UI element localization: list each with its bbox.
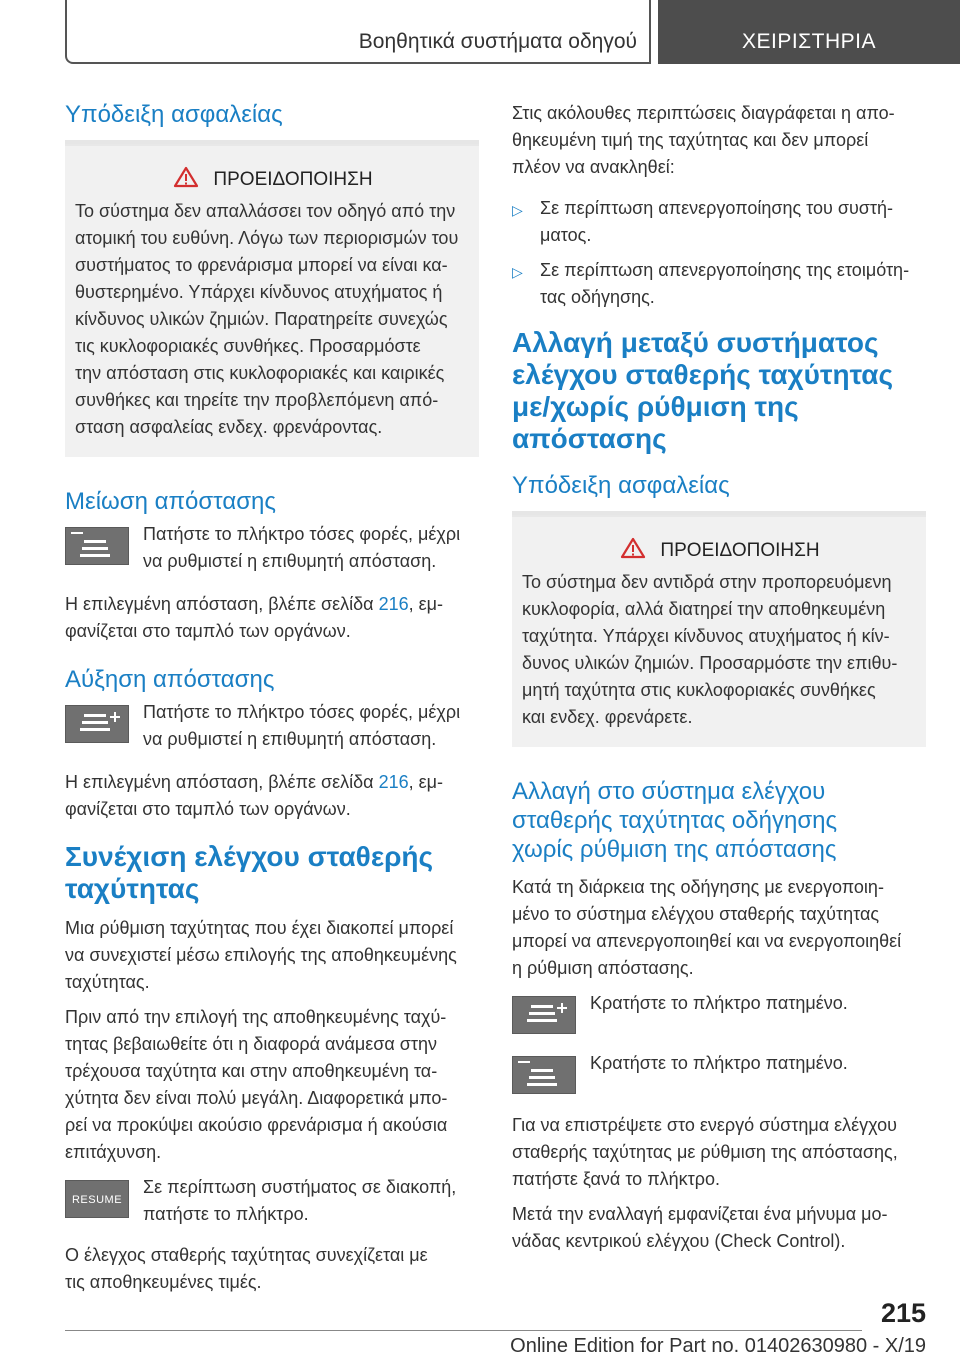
warning-line: ατομική του ευθύνη. Λόγω των περιορισμών του [75, 228, 459, 248]
text-line: Σε περίπτωση απενεργοποίησης της ετοιμότη- [540, 260, 910, 280]
right-column [512, 100, 926, 1263]
text-line: να συνεχιστεί μέσω επιλογής της αποθηκευμένης [65, 945, 457, 965]
text-line: μπορεί να απενεργοποιηθεί και να ενεργοποιηθεί [512, 931, 902, 951]
text-line: τρέχουσα ταχύτητα και στην αποθηκευμένη τα- [65, 1061, 438, 1081]
continue-paragraph-1 [65, 915, 479, 996]
text-line: να ρυθμιστεί η επιθυμητή απόσταση. [143, 729, 437, 749]
text-line: Σε περίπτωση απενεργοποίησης του συστή- [540, 198, 894, 218]
text-line: Μια ρύθμιση ταχύτητας που έχει διακοπεί μπορεί [65, 918, 454, 938]
section-tab [658, 0, 960, 64]
heading-line: Συνέχιση ελέγχου σταθερής [65, 841, 434, 872]
heading-line: ταχύτητας [65, 873, 200, 904]
warning-label: ΠΡΟΕΙΔΟΠΟΙΗΣΗ [660, 540, 820, 561]
edition-note: Online Edition for Part no. 01402630980 - X/19 [510, 1335, 926, 1357]
decrease-button-row [65, 524, 479, 575]
text-line: Κατά τη διάρκεια της οδήγησης με ενεργοποιη- [512, 877, 884, 897]
hold-button-row-2 [512, 1053, 926, 1094]
warning-text [522, 569, 918, 731]
warning-line: Το σύστημα δεν απαλλάσσει τον οδηγό από την [75, 201, 456, 221]
distance-decrease-button-icon [512, 1056, 576, 1094]
warning-line: κυκλοφορία, αλλά διατηρεί την αποθηκευμένη [522, 599, 886, 619]
chapter-tab [65, 0, 651, 64]
heading-line: Αλλαγή στο σύστημα ελέγχου [512, 778, 826, 805]
text-line: να ρυθμιστεί η επιθυμητή απόσταση. [143, 551, 437, 571]
list-item [512, 195, 926, 249]
continue-heading [65, 841, 479, 905]
warning-line: μητή ταχύτητα στις κυκλοφοριακές συνθήκες [522, 680, 876, 700]
safety-heading: Υπόδειξη ασφαλείας [512, 472, 730, 499]
triangle-bullet-icon: ▷ [512, 202, 523, 218]
text-line: πατήστε ξανά το πλήκτρο. [512, 1169, 720, 1189]
warning-label: ΠΡΟΕΙΔΟΠΟΙΗΣΗ [213, 169, 373, 190]
text-line: ταχύτητας. [65, 972, 150, 992]
page-link[interactable]: 216 [378, 772, 409, 792]
text-line: επιτάχυνση. [65, 1142, 162, 1162]
page-number: 215 [880, 1298, 926, 1328]
warning-line: και ενδεχ. φρενάρετε. [522, 707, 693, 727]
text-line: Πατήστε το πλήκτρο τόσες φορές, μέχρι [143, 702, 461, 722]
hold-button-row-1 [512, 993, 926, 1034]
decrease-distance-heading: Μείωση απόστασης [65, 488, 276, 515]
text-line: Ο έλεγχος σταθερής ταχύτητας συνεχίζεται με [65, 1245, 428, 1265]
intro-paragraph [512, 100, 926, 181]
warning-header [75, 166, 471, 194]
warning-line: δυνος υλικών ζημιών. Προσαρμόστε την επιθυ- [522, 653, 898, 673]
hold-instruction: Κρατήστε το πλήκτρο πατημένο. [590, 993, 848, 1013]
increase-distance-heading: Αύξηση απόστασης [65, 666, 275, 693]
page-link[interactable]: 216 [378, 594, 409, 614]
text-line: τητας βεβαιωθείτε ότι η διαφορά ανάμεσα στην [65, 1034, 438, 1054]
left-column [65, 100, 479, 1304]
text-line: η ρύθμιση απόστασης. [512, 958, 694, 978]
text-line: σταθερής ταχύτητας με ρύθμιση της απόστασης, [512, 1142, 898, 1162]
text-line: Σε περίπτωση συστήματος σε διακοπή, [143, 1177, 457, 1197]
warning-box [65, 144, 479, 457]
distance-increase-button-icon [65, 705, 129, 743]
heading-line: απόστασης [512, 423, 667, 454]
text-line: θηκευμένη τιμή της ταχύτητας και δεν μπορεί [512, 130, 869, 150]
warning-header [522, 537, 918, 565]
warning-line: ταχύτητα. Υπάρχει κίνδυνος ατυχήματος ή κίν- [522, 626, 890, 646]
continue-paragraph-2 [65, 1004, 479, 1166]
change-paragraph-3 [512, 1201, 926, 1255]
warning-line: τις κυκλοφοριακές συνθήκες. Προσαρμόστε [75, 336, 421, 356]
heading-line: ελέγχου σταθερής ταχύτητας [512, 359, 894, 390]
heading-line: χωρίς ρύθμιση της απόστασης [512, 836, 837, 863]
text-part: φανίζεται στο ταμπλό των οργάνων. [65, 621, 351, 641]
text-line: ματος. [540, 225, 592, 245]
section-title: ΧΕΙΡΙΣΤΗΡΙΑ [741, 30, 876, 53]
decrease-instructions [129, 521, 460, 575]
warning-icon [173, 166, 199, 194]
text-line: χύτητα δεν είναι πολύ μεγάλη. Διαφορετικά μπο- [65, 1088, 448, 1108]
text-line: πλέον να ανακληθεί: [512, 157, 675, 177]
text-line: μένο το σύστημα ελέγχου σταθερής ταχύτητας [512, 904, 880, 924]
chapter-title: Βοηθητικά συστήματα οδηγού [358, 30, 637, 53]
hold-instruction: Κρατήστε το πλήκτρο πατημένο. [590, 1053, 848, 1073]
warning-line: Το σύστημα δεν αντιδρά στην προπορευόμενη [522, 572, 892, 592]
footer-divider [65, 1330, 862, 1331]
change-paragraph-1 [512, 874, 926, 982]
text-line: Πατήστε το πλήκτρο τόσες φορές, μέχρι [143, 524, 461, 544]
increase-note [65, 769, 479, 823]
text-line: τας οδήγησης. [540, 287, 655, 307]
warning-line: συστήματος το φρενάρισμα μπορεί να είναι κα- [75, 255, 448, 275]
safety-heading: Υπόδειξη ασφαλείας [65, 101, 283, 128]
text-line: ρεί να προκύψει ακούσιο φρενάρισμα ή ακούσια [65, 1115, 448, 1135]
continue-paragraph-3 [65, 1242, 479, 1296]
text-line: πατήστε το πλήκτρο. [143, 1204, 309, 1224]
text-line: Μετά την εναλλαγή εμφανίζεται ένα μήνυμα μο- [512, 1204, 888, 1224]
text-part: , εμ- [408, 594, 444, 614]
resume-instructions [129, 1174, 456, 1228]
text-line: τις αποθηκευμένες τιμές. [65, 1272, 262, 1292]
heading-line: σταθερής ταχύτητας οδήγησης [512, 807, 838, 834]
text-line: Για να επιστρέψετε στο ενεργό σύστημα ελέγχου [512, 1115, 897, 1135]
text-part: , εμ- [408, 772, 444, 792]
increase-button-row [65, 702, 479, 753]
warning-line: την απόσταση στις κυκλοφοριακές και καιρικές [75, 363, 445, 383]
triangle-bullet-icon: ▷ [512, 264, 523, 280]
text-line: Στις ακόλουθες περιπτώσεις διαγράφεται η απο- [512, 103, 895, 123]
text-line: νάδας κεντρικού ελέγχου (Check Control). [512, 1231, 846, 1251]
text-part: Η επιλεγμένη απόσταση, βλέπε σελίδα [65, 772, 379, 792]
warning-icon [620, 537, 646, 565]
warning-line: θυστερημένο. Υπάρχει κίνδυνος ατυχήματος ή [75, 282, 443, 302]
text-part: φανίζεται στο ταμπλό των οργάνων. [65, 799, 351, 819]
warning-line: κίνδυνος υλικών ζημιών. Παρατηρείτε συνεχώς [75, 309, 448, 329]
text-part: Η επιλεγμένη απόσταση, βλέπε σελίδα [65, 594, 379, 614]
text-line: Πριν από την επιλογή της αποθηκευμένης ταχύ- [65, 1007, 447, 1027]
resume-button-icon: RESUME [65, 1180, 129, 1218]
warning-line: συνθήκες και τηρείτε την προβλεπόμενη από- [75, 390, 439, 410]
decrease-note [65, 591, 479, 645]
warning-line: σταση ασφαλείας ενδεχ. φρενάροντας. [75, 417, 383, 437]
warning-text [75, 198, 471, 441]
list-item [512, 257, 926, 311]
distance-decrease-button-icon [65, 527, 129, 565]
distance-increase-button-icon [512, 996, 576, 1034]
increase-instructions [129, 699, 460, 753]
change-system-heading [512, 777, 926, 864]
change-paragraph-2 [512, 1112, 926, 1193]
heading-line: με/χωρίς ρύθμιση της [512, 391, 799, 422]
heading-line: Αλλαγή μεταξύ συστήματος [512, 327, 879, 358]
warning-box [512, 515, 926, 747]
resume-button-row [65, 1177, 479, 1228]
switch-systems-heading [512, 327, 926, 455]
